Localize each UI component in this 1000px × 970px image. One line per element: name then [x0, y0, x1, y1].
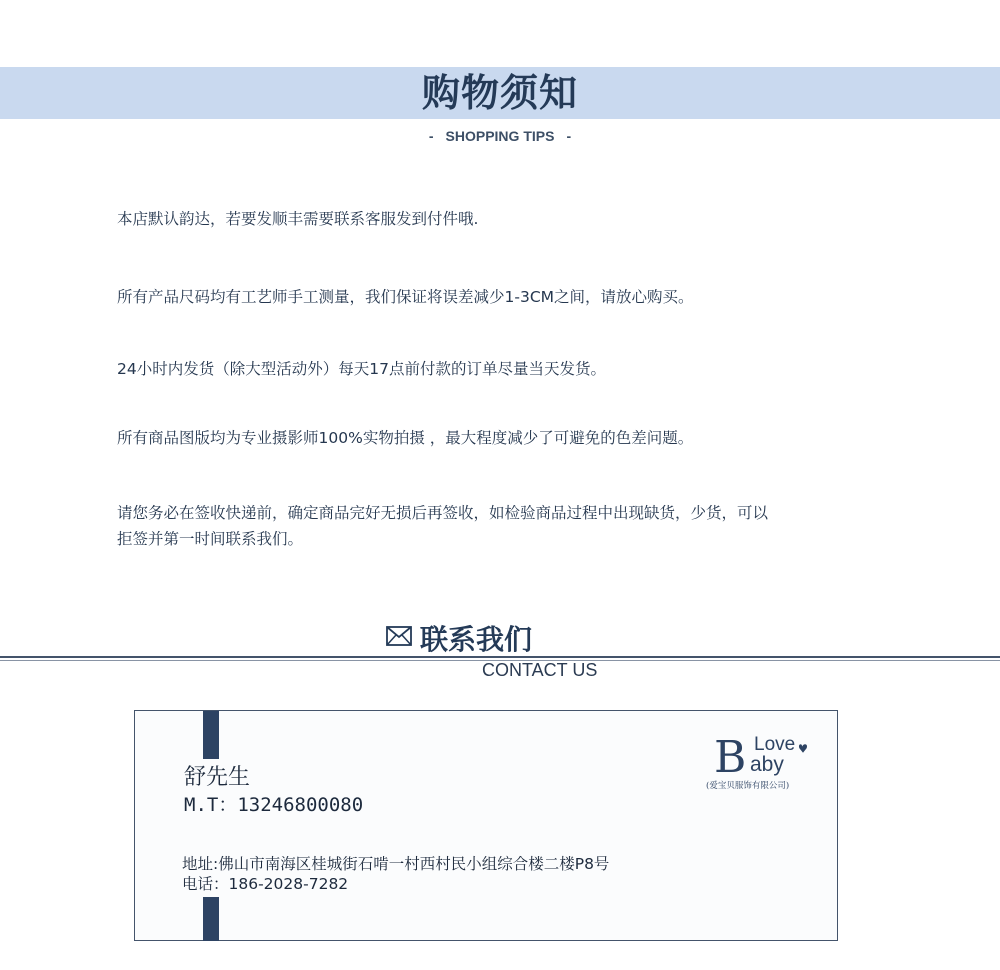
- contact-mobile: M.T：13246800080: [184, 794, 364, 816]
- logo-company: (爱宝贝服饰有限公司): [706, 781, 790, 791]
- card-accent-bar-bottom: [203, 897, 219, 941]
- page-title: 购物须知: [421, 71, 578, 115]
- tip-shipping: 本店默认韵达，若要发顺丰需要联系客服发到付件哦.: [117, 210, 479, 228]
- subtitle-dash-right: -: [566, 128, 572, 144]
- contact-heading: [386, 620, 532, 656]
- contact-subtitle: CONTACT US: [482, 660, 598, 680]
- contact-title: 联系我们: [420, 623, 533, 656]
- card-accent-bar-top: [203, 711, 219, 759]
- tip-photos: 所有商品图版均为专业摄影师100%实物拍摄 ，最大程度减少了可避免的色差问题。: [117, 429, 694, 447]
- tip-dispatch: 24小时内发货（除大型活动外）每天17点前付款的订单尽量当天发货。: [117, 360, 606, 378]
- subtitle-text: SHOPPING TIPS: [445, 128, 555, 144]
- tip-inspection-line1: 请您务必在签收快递前，确定商品完好无损后再签收，如检验商品过程中出现缺货，少货，可以: [117, 504, 769, 522]
- envelope-icon: [386, 626, 412, 650]
- logo-bottom-word: aby: [750, 753, 784, 776]
- subtitle-dash-left: -: [428, 128, 434, 144]
- love-baby-logo: [704, 726, 824, 792]
- tip-sizing: 所有产品尺码均有工艺师手工测量，我们保证将误差减少1-3CM之间，请放心购买。: [117, 288, 694, 306]
- logo-big-letter: B: [714, 732, 747, 783]
- contact-divider: [0, 656, 1000, 658]
- contact-address: 地址:佛山市南海区桂城街石啃一村西村民小组综合楼二楼P8号: [182, 855, 610, 873]
- contact-phone: 电话：186-2028-7282: [182, 875, 349, 893]
- page-subtitle: [0, 128, 1000, 144]
- contact-name: 舒先生: [184, 765, 251, 790]
- tip-inspection-line2: 拒签并第一时间联系我们。: [117, 530, 304, 548]
- logo-top-word: Love: [754, 734, 796, 755]
